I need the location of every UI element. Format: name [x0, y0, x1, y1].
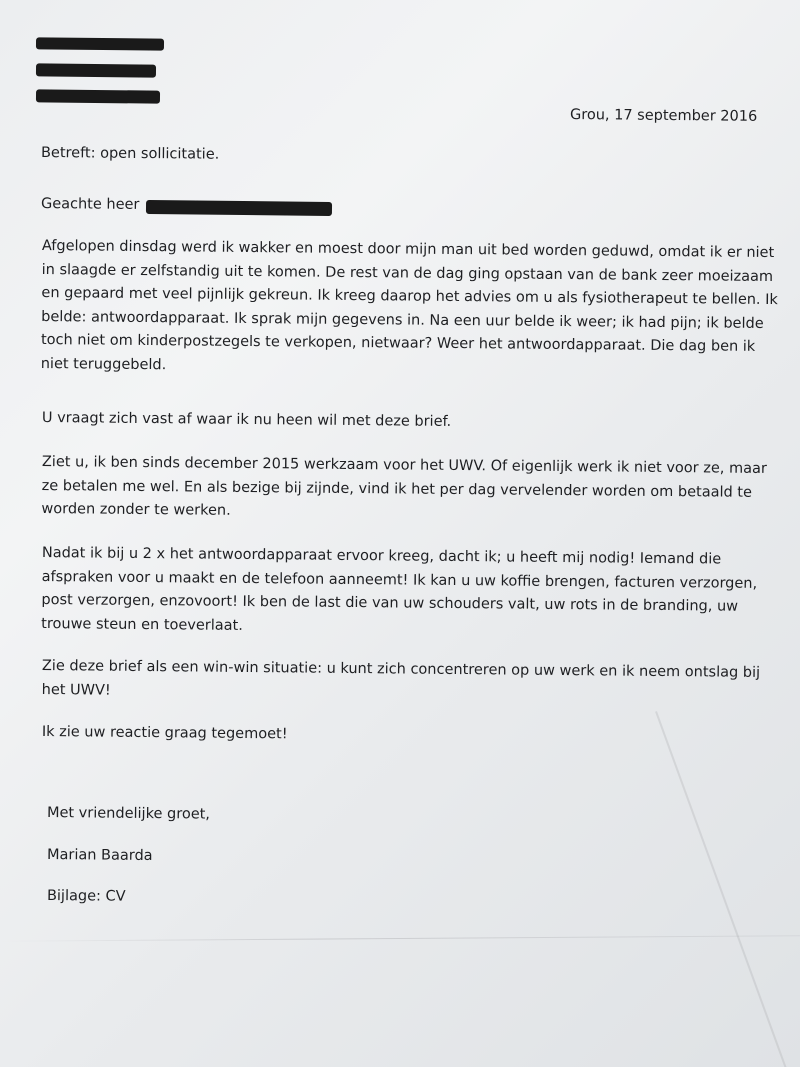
paragraph-1: [40, 235, 778, 383]
letter-signature: Marian Baarda: [46, 847, 153, 865]
redacted-sender-name: [36, 37, 164, 50]
letter-closing: Met vriendelijke groet,: [46, 805, 211, 823]
letter-attachment: Bijlage: CV: [46, 888, 126, 905]
text-line: post verzorgen, enzovoort! Ik ben de last die van uw schouders valt, uw rots in de branding, uw: [41, 591, 739, 615]
letter-salutation: Geachte heer: [40, 196, 140, 213]
text-line: Ziet u, ik ben sinds december 2015 werkzaam voor het UWV. Of eigenlijk werk ik niet voor ze, maar: [41, 453, 767, 477]
text-line: belde: antwoordapparaat. Ik sprak mijn gegevens in. Na een uur belde ik weer; ik had pijn; ik belde: [41, 308, 764, 332]
text-line: toch niet om kinderpostzegels te verkopen, nietwaar? Weer het antwoordapparaat. Die dag ben ik: [40, 331, 756, 355]
text-line: ze betalen me wel. En als bezige bij zijnde, vind ik het per dag vervelender worden om betaald te: [41, 477, 753, 501]
redacted-sender-street: [36, 63, 156, 77]
paper-fold: [0, 935, 800, 942]
text-line: Zie deze brief als een win-win situatie: u kunt zich concentreren op uw werk en ik neem ontslag bij: [41, 657, 761, 681]
text-line: Ik zie uw reactie graag tegemoet!: [41, 723, 288, 743]
redacted-sender-city: [36, 89, 160, 103]
text-line: en gepaard met veel pijnlijk gekreun. Ik kreeg daarop het advies om u als fysiotherapeut te bellen. Ik: [41, 284, 778, 309]
paragraph-2: [42, 407, 762, 437]
paragraph-4: [41, 542, 762, 643]
text-line: afspraken voor u maakt en de telefoon aanneemt! Ik kan u uw koffie brengen, facturen verzorgen,: [41, 568, 758, 592]
paragraph-6: [42, 721, 762, 751]
text-line: trouwe steun en toeverlaat.: [41, 615, 243, 634]
paragraph-5: [42, 655, 762, 709]
text-line: Nadat ik bij u 2 x het antwoordapparaat ervoor kreeg, dacht ik; u heeft mij nodig! Iemand die: [41, 544, 722, 568]
letter-subject: Betreft: open sollicitatie.: [40, 145, 220, 163]
text-line: U vraagt zich vast af waar ik nu heen wil met deze brief.: [41, 409, 452, 430]
paragraph-3: [41, 451, 767, 528]
text-line: het UWV!: [41, 681, 111, 699]
paper-crease: [655, 711, 787, 1067]
redacted-recipient-name: [146, 200, 332, 216]
text-line: worden zonder te werken.: [41, 500, 231, 519]
letter-date: Grou, 17 september 2016: [569, 107, 758, 125]
text-line: in slaagde er zelfstandig uit te komen. De rest van de dag ging opstaan van de bank zeer moeizaam: [41, 261, 774, 285]
text-line: Afgelopen dinsdag werd ik wakker en moest door mijn man uit bed worden geduwd, omdat ik er niet: [41, 237, 775, 262]
text-line: niet teruggebeld.: [40, 355, 167, 373]
